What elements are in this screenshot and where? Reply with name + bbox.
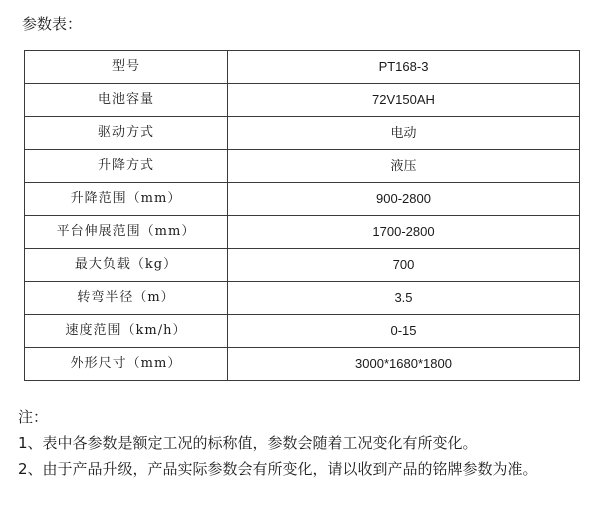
row-value-turning-radius: 3.5 — [228, 282, 580, 315]
parameter-table — [24, 50, 580, 381]
table-row — [25, 183, 580, 216]
table-row — [25, 51, 580, 84]
row-value-speed-range: 0-15 — [228, 315, 580, 348]
row-value-lift-range: 900-2800 — [228, 183, 580, 216]
table-row — [25, 117, 580, 150]
notes-section — [18, 404, 588, 482]
table-row — [25, 315, 580, 348]
row-value-lift-mode: 液压 — [228, 150, 580, 183]
row-label-lift-range: 升降范围（mm） — [25, 183, 228, 216]
row-value-platform-extension: 1700-2800 — [228, 216, 580, 249]
notes-title: 注： — [18, 408, 49, 426]
table-row — [25, 150, 580, 183]
row-label-turning-radius: 转弯半径（m） — [25, 282, 228, 315]
row-label-platform-extension: 平台伸展范围（mm） — [25, 216, 228, 249]
row-label-max-load: 最大负载（kg） — [25, 249, 228, 282]
note-item: 1、表中各参数是额定工况的标称值，参数会随着工况变化有所变化。 — [18, 434, 478, 452]
table-row — [25, 249, 580, 282]
row-label-drive-mode: 驱动方式 — [25, 117, 228, 150]
row-label-lift-mode: 升降方式 — [25, 150, 228, 183]
row-label-dimensions: 外形尺寸（mm） — [25, 348, 228, 381]
table-caption: 参数表： — [22, 15, 83, 33]
row-label-battery-capacity: 电池容量 — [25, 84, 228, 117]
table-row — [25, 282, 580, 315]
row-value-drive-mode: 电动 — [228, 117, 580, 150]
table-row — [25, 84, 580, 117]
row-value-battery-capacity: 72V150AH — [228, 84, 580, 117]
row-value-dimensions: 3000*1680*1800 — [228, 348, 580, 381]
row-label-model: 型号 — [25, 51, 228, 84]
table-row — [25, 348, 580, 381]
row-label-speed-range: 速度范围（km/h） — [25, 315, 228, 348]
table-row — [25, 216, 580, 249]
row-value-model: PT168-3 — [228, 51, 580, 84]
row-value-max-load: 700 — [228, 249, 580, 282]
note-item: 2、由于产品升级，产品实际参数会有所变化，请以收到产品的铭牌参数为准。 — [18, 460, 538, 478]
